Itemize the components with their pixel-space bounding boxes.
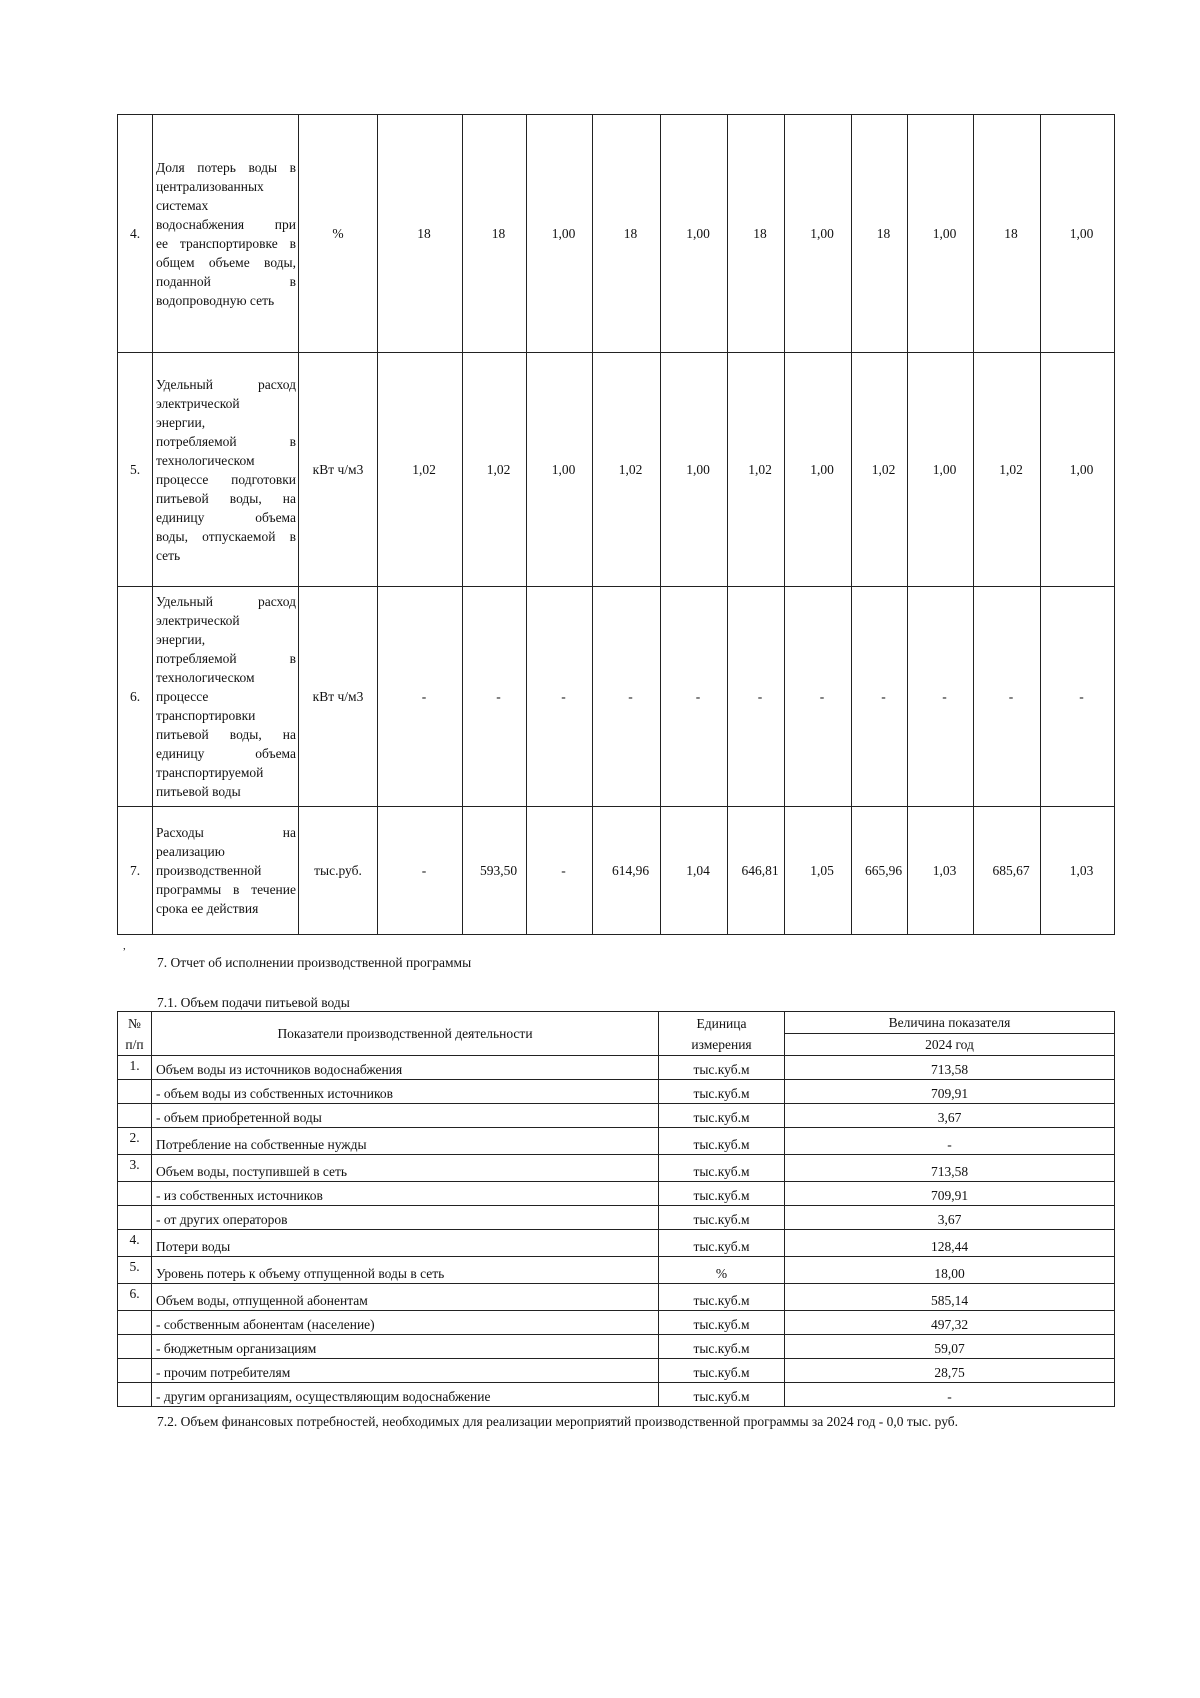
row-number (118, 1182, 152, 1206)
value-cell: 1,00 (1041, 353, 1115, 587)
indicator-name: - объем приобретенной воды (152, 1104, 659, 1128)
table-row (118, 1056, 1115, 1080)
value-cell: 685,67 (974, 807, 1041, 935)
header-no-line2: п/п (125, 1036, 144, 1052)
unit-cell: тыс.руб. (299, 807, 378, 935)
indicator-name: - собственным абонентам (население) (152, 1311, 659, 1335)
value-cell: 18 (463, 115, 527, 353)
header-value-title: Величина показателя (785, 1012, 1115, 1034)
indicator-name (153, 353, 299, 587)
value-cell: 18 (593, 115, 661, 353)
indicator-name-line: единицу объема (156, 746, 296, 761)
indicator-name: Объем воды из источников водоснабжения (152, 1056, 659, 1080)
indicator-name-line: поданной в (156, 273, 296, 289)
value-cell: 1,00 (908, 353, 974, 587)
value-cell: 1,04 (661, 807, 728, 935)
indicator-name-line: технологическом (156, 452, 255, 468)
indicator-name-line: срока ее действия (156, 901, 259, 916)
indicator-name-line: процессе подготовки (156, 471, 296, 487)
indicator-row (118, 353, 1115, 587)
row-number: 3. (118, 1155, 152, 1182)
value-cell: - (527, 807, 593, 935)
indicator-name (153, 807, 299, 935)
value-cell: 18 (728, 115, 785, 353)
value-cell: - (728, 587, 785, 807)
value-cell: 18 (378, 115, 463, 353)
value-cell: - (593, 587, 661, 807)
table-row (118, 1155, 1115, 1182)
value-cell: 1,02 (593, 353, 661, 587)
indicator-row (118, 115, 1115, 353)
row-number (118, 1311, 152, 1335)
value-cell: 3,67 (785, 1206, 1115, 1230)
table-row (118, 1104, 1115, 1128)
unit-cell: % (299, 115, 378, 353)
row-number (118, 1080, 152, 1104)
value-cell: 1,00 (661, 353, 728, 587)
indicator-name-line: питьевой воды, на (156, 727, 296, 742)
unit-cell: кВт ч/м3 (299, 587, 378, 807)
row-number (118, 1359, 152, 1383)
row-number (118, 1206, 152, 1230)
indicator-name-line: электрической (156, 395, 240, 411)
indicator-name: - бюджетным организациям (152, 1335, 659, 1359)
indicators-table (117, 114, 1115, 935)
indicator-name-line: воды, отпускаемой в (156, 528, 296, 544)
value-cell: - (463, 587, 527, 807)
indicator-name-line: централизованных (156, 178, 264, 194)
unit-cell: тыс.куб.м (659, 1230, 785, 1257)
header-year: 2024 год (785, 1034, 1115, 1056)
indicator-name: Потребление на собственные нужды (152, 1128, 659, 1155)
row-number: 4. (118, 1230, 152, 1257)
table-row (118, 1335, 1115, 1359)
row-number: 5. (118, 1257, 152, 1284)
indicator-name-line: водопроводную сеть (156, 292, 275, 308)
indicator-name-line: питьевой воды (156, 784, 241, 799)
value-cell: 585,14 (785, 1284, 1115, 1311)
stray-mark: , (123, 940, 126, 952)
value-cell: - (661, 587, 728, 807)
value-cell: 709,91 (785, 1182, 1115, 1206)
value-cell: - (1041, 587, 1115, 807)
unit-cell: тыс.куб.м (659, 1182, 785, 1206)
header-unit-line1: Единица (696, 1015, 747, 1031)
indicator-name: - объем воды из собственных источников (152, 1080, 659, 1104)
indicator-name: - прочим потребителям (152, 1359, 659, 1383)
indicator-name-line: реализацию (156, 844, 225, 859)
table-row (118, 1284, 1115, 1311)
row-number: 4. (118, 115, 153, 353)
value-cell: 713,58 (785, 1155, 1115, 1182)
indicator-name: Потери воды (152, 1230, 659, 1257)
value-cell: 1,00 (785, 115, 852, 353)
value-cell: 18 (852, 115, 908, 353)
row-number: 1. (118, 1056, 152, 1080)
section-7-2-note: 7.2. Объем финансовых потребностей, необходимых для реализации мероприятий производственной программы за 2024 год - 0,0 тыс. руб. (157, 1414, 959, 1429)
value-cell: - (974, 587, 1041, 807)
value-cell: 28,75 (785, 1359, 1115, 1383)
unit-cell: тыс.куб.м (659, 1056, 785, 1080)
indicator-name-line: Доля потерь воды в (156, 159, 296, 175)
value-cell: 593,50 (463, 807, 527, 935)
value-cell: 1,02 (463, 353, 527, 587)
value-cell: 614,96 (593, 807, 661, 935)
indicator-name: Объем воды, поступившей в сеть (152, 1155, 659, 1182)
unit-cell: тыс.куб.м (659, 1383, 785, 1407)
value-cell: - (527, 587, 593, 807)
indicator-name-line: транспортировки (156, 708, 256, 723)
header-indicators: Показатели производственной деятельности (152, 1012, 659, 1056)
section-7-title: 7. Отчет об исполнении производственной программы (157, 955, 472, 970)
value-cell: 646,81 (728, 807, 785, 935)
indicator-name-line: программы в течение (156, 882, 296, 897)
indicator-name: Объем воды, отпущенной абонентам (152, 1284, 659, 1311)
table-row (118, 1383, 1115, 1407)
value-cell: 59,07 (785, 1335, 1115, 1359)
unit-cell: тыс.куб.м (659, 1311, 785, 1335)
section-7-1-title: 7.1. Объем подачи питьевой воды (157, 995, 350, 1010)
value-cell: - (378, 807, 463, 935)
indicator-name-line: технологическом (156, 670, 255, 685)
value-cell: 3,67 (785, 1104, 1115, 1128)
unit-cell: тыс.куб.м (659, 1080, 785, 1104)
value-cell: - (785, 1383, 1115, 1407)
unit-cell: кВт ч/м3 (299, 353, 378, 587)
indicator-name-line: транспортируемой (156, 765, 264, 780)
header-no-line1: № (128, 1015, 141, 1031)
value-cell: 1,02 (378, 353, 463, 587)
unit-cell: тыс.куб.м (659, 1155, 785, 1182)
unit-cell: тыс.куб.м (659, 1335, 785, 1359)
indicator-name-line: питьевой воды, на (156, 490, 296, 506)
water-supply-table (117, 1011, 1115, 1407)
indicator-name-line: Удельный расход (156, 594, 296, 609)
indicator-name (153, 115, 299, 353)
value-cell: 1,03 (1041, 807, 1115, 935)
row-number: 6. (118, 587, 153, 807)
value-cell: - (785, 1128, 1115, 1155)
table-row (118, 1182, 1115, 1206)
value-cell: - (852, 587, 908, 807)
indicator-name-line: энергии, (156, 632, 206, 647)
indicator-name-line: единицу объема (156, 509, 296, 525)
value-cell: 1,00 (1041, 115, 1115, 353)
row-number: 7. (118, 807, 153, 935)
indicator-name-line: энергии, (156, 414, 206, 430)
value-cell: 1,00 (785, 353, 852, 587)
table-row (118, 1230, 1115, 1257)
indicator-name-line: электрической (156, 613, 240, 628)
row-number (118, 1104, 152, 1128)
value-cell: 1,00 (908, 115, 974, 353)
value-cell: 1,00 (527, 115, 593, 353)
value-cell: 665,96 (852, 807, 908, 935)
value-cell: 128,44 (785, 1230, 1115, 1257)
unit-cell: % (659, 1257, 785, 1284)
unit-cell: тыс.куб.м (659, 1359, 785, 1383)
table-row (118, 1359, 1115, 1383)
indicator-row (118, 587, 1115, 807)
value-cell: 1,00 (661, 115, 728, 353)
unit-cell: тыс.куб.м (659, 1206, 785, 1230)
indicator-name: Уровень потерь к объему отпущенной воды в сеть (152, 1257, 659, 1284)
header-unit-line2: измерения (691, 1036, 752, 1052)
value-cell: 1,02 (974, 353, 1041, 587)
value-cell: - (785, 587, 852, 807)
value-cell: - (908, 587, 974, 807)
row-number: 2. (118, 1128, 152, 1155)
value-cell: 1,02 (728, 353, 785, 587)
unit-cell: тыс.куб.м (659, 1128, 785, 1155)
row-number: 6. (118, 1284, 152, 1311)
indicator-name: - другим организациям, осуществляющим водоснабжение (152, 1383, 659, 1407)
indicator-name-line: ее транспортировке в (156, 235, 296, 251)
indicator-name-line: Расходы на (156, 825, 296, 840)
indicator-name: - из собственных источников (152, 1182, 659, 1206)
indicator-name-line: потребляемой в (156, 433, 296, 449)
indicator-name-line: общем объеме воды, (156, 254, 296, 270)
indicator-name-line: Удельный расход (156, 376, 296, 392)
value-cell: 497,32 (785, 1311, 1115, 1335)
row-number (118, 1383, 152, 1407)
table-row (118, 1206, 1115, 1230)
table-row (118, 1080, 1115, 1104)
indicator-name-line: производственной (156, 863, 262, 878)
value-cell: 1,00 (527, 353, 593, 587)
indicator-row (118, 807, 1115, 935)
header-no (118, 1012, 152, 1056)
indicator-name-line: водоснабжения при (156, 216, 296, 232)
value-cell: 1,03 (908, 807, 974, 935)
value-cell: 18,00 (785, 1257, 1115, 1284)
indicator-name-line: потребляемой в (156, 651, 296, 666)
indicator-name-line: процессе (156, 689, 209, 704)
value-cell: - (378, 587, 463, 807)
indicator-name: - от других операторов (152, 1206, 659, 1230)
table-row (118, 1257, 1115, 1284)
unit-cell: тыс.куб.м (659, 1284, 785, 1311)
value-cell: 1,02 (852, 353, 908, 587)
indicator-name (153, 587, 299, 807)
indicator-name-line: системах (156, 197, 209, 213)
value-cell: 1,05 (785, 807, 852, 935)
row-number (118, 1335, 152, 1359)
indicator-name-line: сеть (156, 547, 181, 563)
value-cell: 18 (974, 115, 1041, 353)
unit-cell: тыс.куб.м (659, 1104, 785, 1128)
table-row (118, 1311, 1115, 1335)
header-unit (659, 1012, 785, 1056)
table-row (118, 1128, 1115, 1155)
value-cell: 713,58 (785, 1056, 1115, 1080)
value-cell: 709,91 (785, 1080, 1115, 1104)
row-number: 5. (118, 353, 153, 587)
